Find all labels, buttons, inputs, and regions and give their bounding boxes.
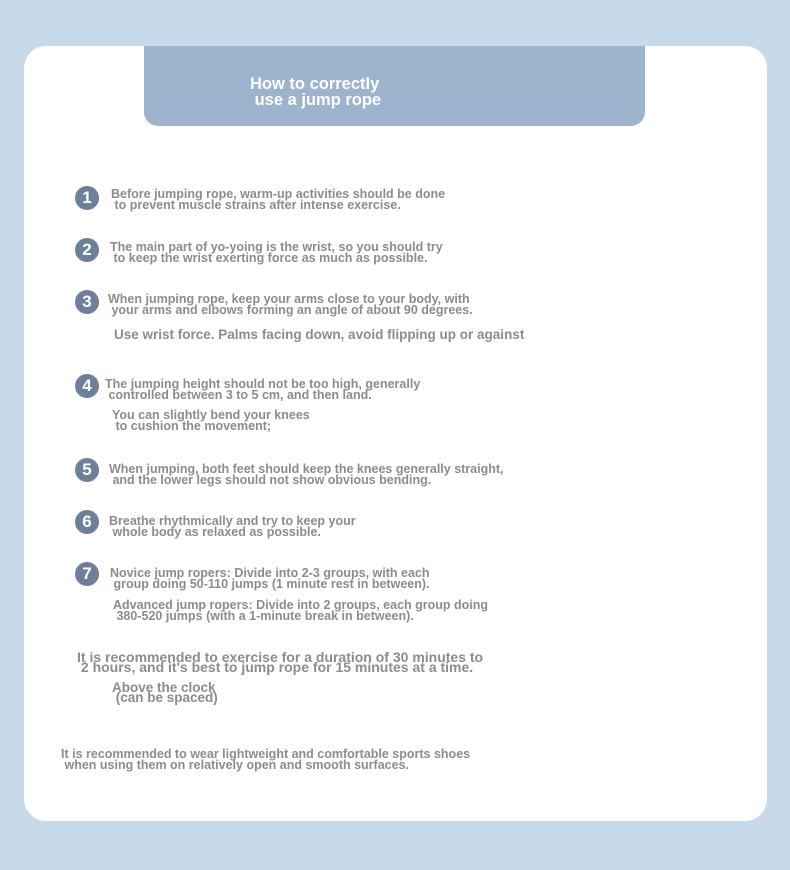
step-number-2: 2 [75, 238, 99, 262]
step-3-text: When jumping rope, keep your arms close to your body, with your arms and elbows forming an angle of about 90 degrees. [108, 292, 473, 317]
page-title: How to correctly use a jump rope [250, 75, 382, 109]
step-number-3: 3 [75, 290, 99, 314]
step-1-text: Before jumping rope, warm-up activities should be done to prevent muscle strains after intense exercise. [111, 187, 446, 212]
step-number-4: 4 [75, 374, 99, 398]
shoes-note: It is recommended to wear lightweight and comfortable sports shoes when using them on relatively open and smooth surfaces. [61, 747, 471, 772]
step-4-text: The jumping height should not be too high, generally controlled between 3 to 5 cm, and then land. [105, 377, 421, 402]
step-number-1: 1 [75, 186, 99, 210]
step-3-subtext: Use wrist force. Palms facing down, avoid flipping up or against [114, 327, 525, 342]
step-7-text: Novice jump ropers: Divide into 2-3 groups, with each group doing 50-110 jumps (1 minute rest in between). [110, 566, 430, 591]
step-7-subtext: Advanced jump ropers: Divide into 2 groups, each group doing 380-520 jumps (with a 1-minute break in between). [113, 598, 489, 623]
title-banner [144, 46, 645, 126]
step-4-subtext: You can slightly bend your knees to cushion the movement; [112, 408, 310, 433]
duration-note: It is recommended to exercise for a duration of 30 minutes to 2 hours, and it's best to jump rope for 15 minutes at a time. [77, 649, 484, 675]
step-number-5: 5 [75, 458, 99, 482]
step-5-text: When jumping, both feet should keep the knees generally straight, and the lower legs should not show obvious bending. [109, 462, 504, 487]
step-6-text: Breathe rhythmically and try to keep your whole body as relaxed as possible. [109, 514, 356, 539]
step-number-7: 7 [75, 562, 99, 586]
clock-note: Above the clock (can be spaced) [112, 680, 218, 705]
step-number-6: 6 [75, 510, 99, 534]
step-2-text: The main part of yo-yoing is the wrist, so you should try to keep the wrist exerting force as much as possible. [110, 240, 443, 265]
